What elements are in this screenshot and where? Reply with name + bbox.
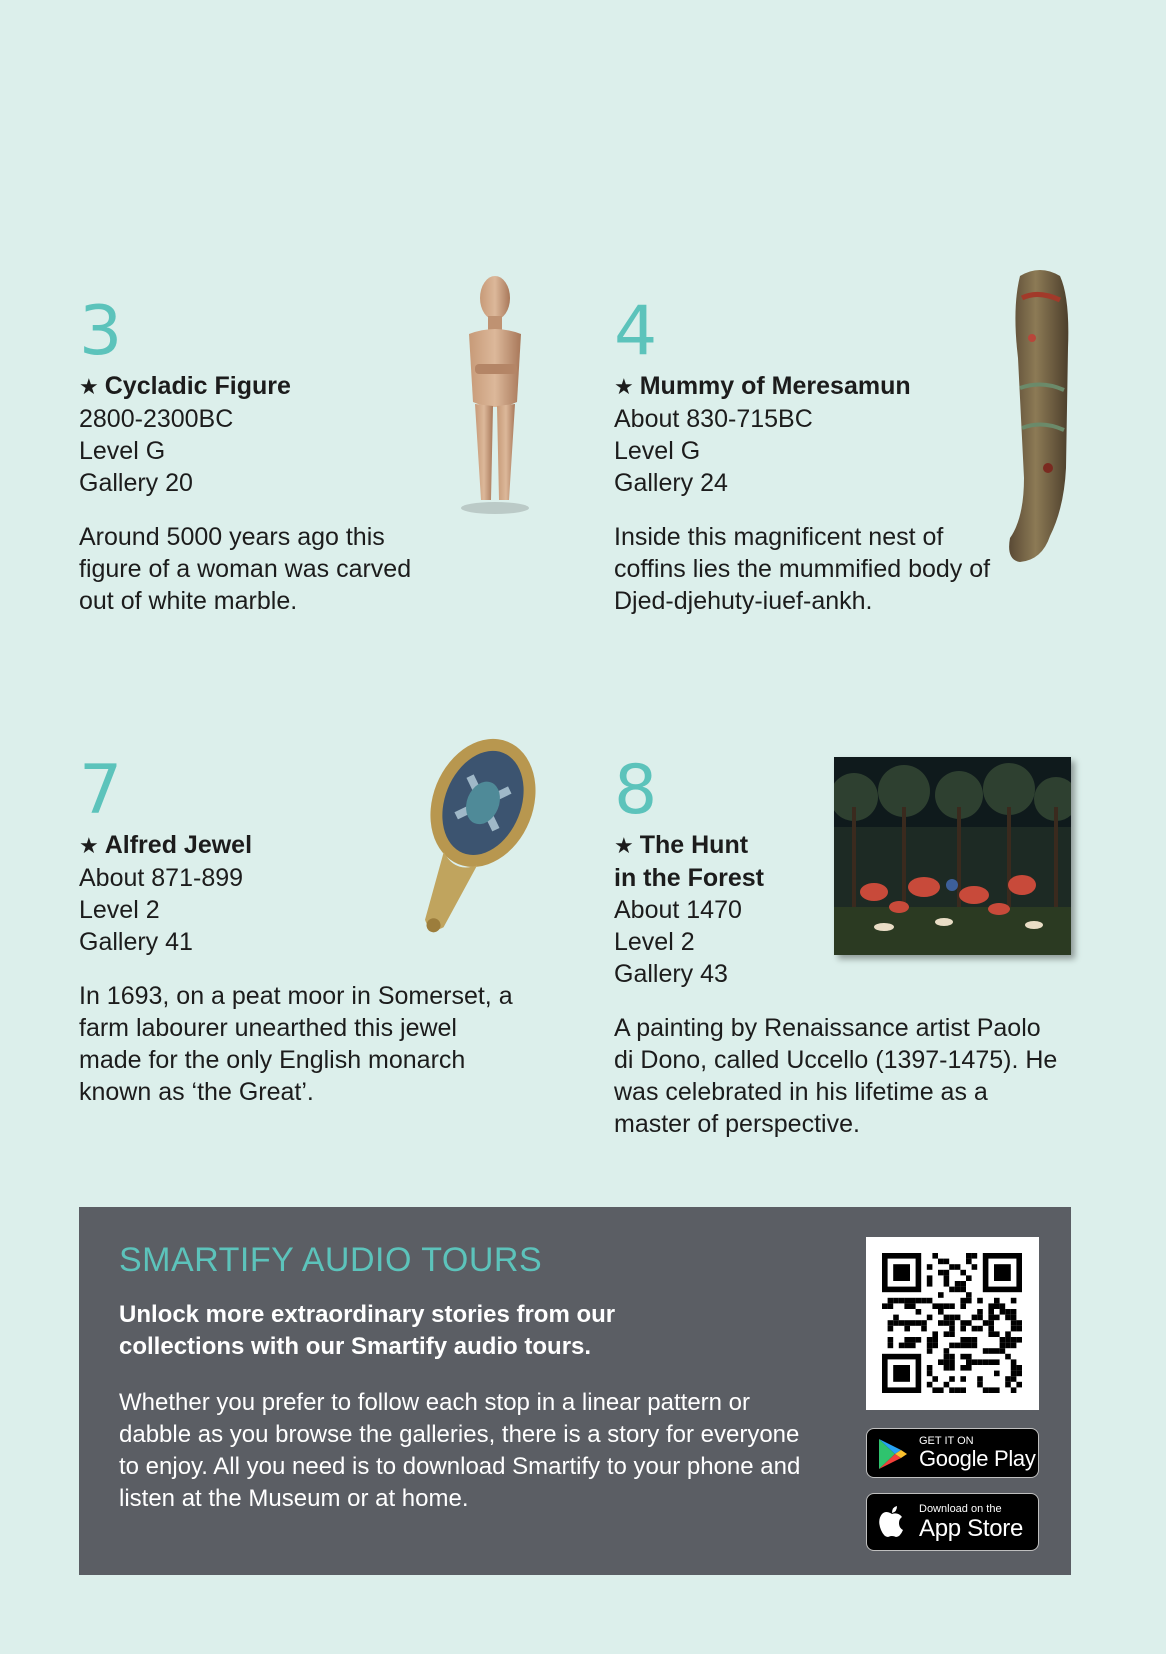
cycladic-figure-image [455,272,535,518]
stop-gallery: Gallery 43 [614,960,728,988]
stop-title: ★ Cycladic Figure [79,372,291,400]
stop-gallery: Gallery 20 [79,469,193,497]
stop-level: Level G [79,437,166,465]
google-play-label: Google Play [919,1446,1036,1471]
google-play-icon [877,1437,909,1471]
stop-number: 4 [614,292,658,371]
stop-description: Inside this magnificent nest of coffins lies the mummified body of Djed-djehuty-iuef-ankh. [614,523,991,615]
google-play-badge[interactable] [866,1428,1039,1478]
stop-number: 7 [79,751,123,830]
hunt-in-the-forest-painting [834,757,1071,955]
stop-number: 3 [79,292,123,371]
smartify-promo-panel [79,1207,1071,1575]
star-icon: ★ [79,374,99,399]
star-icon: ★ [614,833,634,858]
mummy-image [998,268,1076,568]
stop-description: In 1693, on a peat moor in Somerset, a farm labourer unearthed this jewel made for the only English monarch known as ‘the Great’. [79,982,513,1106]
stop-level: Level 2 [79,896,160,924]
app-store-badge[interactable] [866,1493,1039,1551]
promo-title: SMARTIFY AUDIO TOURS [119,1241,543,1279]
star-icon: ★ [614,374,634,399]
alfred-jewel-image [398,730,538,950]
stop-description: A painting by Renaissance artist Paolo di Dono, called Uccello (1397-1475). He was celebrated in his lifetime as a master of perspective. [614,1014,1058,1138]
stop-gallery: Gallery 24 [614,469,728,497]
apple-icon [877,1504,907,1540]
stop-date: About 871-899 [79,864,244,892]
stop-3 [79,292,499,617]
stop-title: ★ Alfred Jewel [79,831,253,859]
stop-description: Around 5000 years ago this figure of a woman was carved out of white marble. [79,523,412,615]
smartify-qr-code[interactable] [866,1237,1039,1410]
promo-body: Whether you prefer to follow each stop in a linear pattern or dabble as you browse the galleries, there is a story for everyone to enjoy. All you need is to download Smartify to your phone and listen at the Museum or at home. [119,1389,801,1512]
app-store-small-label: Download on the [919,1503,1002,1515]
stop-title: ★ Mummy of Meresamun [614,372,911,400]
stop-level: Level 2 [614,928,695,956]
google-play-small-label: GET IT ON [919,1435,974,1447]
stop-number: 8 [614,751,658,830]
stop-date: 2800-2300BC [79,405,234,433]
qr-code-icon [866,1237,1039,1410]
stop-level: Level G [614,437,701,465]
promo-lead: Unlock more extraordinary stories from our collections with our Smartify audio tours. [119,1301,616,1360]
stop-title: ★ The Hunt in the Forest [614,831,765,892]
star-icon: ★ [79,833,99,858]
stop-gallery: Gallery 41 [79,928,193,956]
stop-date: About 1470 [614,896,742,924]
app-store-label: App Store [919,1515,1024,1542]
stop-4 [614,292,1034,617]
stop-date: About 830-715BC [614,405,813,433]
